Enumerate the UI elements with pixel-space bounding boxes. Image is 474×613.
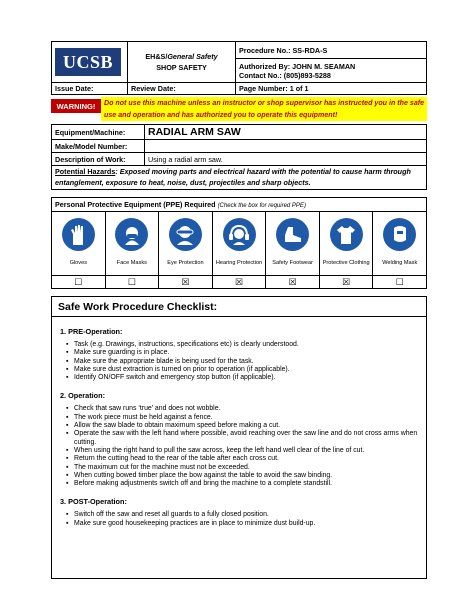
ppe-checkbox[interactable]: ☐: [106, 275, 159, 288]
list-item: ▪ The work piece must be held against a fence.: [66, 414, 426, 422]
list-item: ▪ Task (e.g. Drawings, instructions, specifications etc) is clearly understood.: [66, 341, 426, 349]
protective-clothing-icon: [330, 218, 363, 251]
dept-italic: General Safety: [167, 52, 218, 61]
list-item: ▪ Make sure the appropriate blade is being used for the task.: [66, 358, 426, 366]
ppe-label: Gloves: [69, 259, 87, 266]
ppe-item-hearing-protection: [213, 212, 267, 288]
ppe-item-welding-mask: [373, 212, 426, 288]
ppe-item-protective-clothing: [320, 212, 374, 288]
checklist-title: Safe Work Procedure Checklist:: [52, 297, 426, 317]
face-mask-icon: [115, 218, 148, 251]
ppe-title: Personal Protective Equipment (PPE) Required: [55, 200, 216, 209]
ppe-title-note: (Check the box for required PPE): [217, 203, 306, 209]
ppe-section: [51, 197, 427, 289]
ppe-label: Welding Mask: [382, 259, 418, 266]
dept-subtitle: SHOP SAFETY: [156, 63, 207, 72]
machine-label: Equipment/Machine:: [52, 125, 145, 140]
hearing-protection-icon: [223, 218, 256, 251]
list-item: ▪ Check that saw runs ‘true’ and does not wobble.: [66, 405, 426, 413]
issue-date: Issue Date:: [52, 83, 128, 95]
work-label: Description of Work:: [52, 153, 145, 166]
dept-prefix: EH&S/: [145, 52, 168, 61]
list-item: ▪ The maximum cut for the machine must not be exceeded.: [66, 464, 426, 472]
ppe-checkbox[interactable]: ☒: [159, 275, 212, 288]
ppe-checkbox[interactable]: ☒: [320, 275, 373, 288]
header-table: [51, 41, 427, 95]
department-cell: [128, 42, 236, 83]
ppe-item-gloves: [52, 212, 106, 288]
warning-text: Do not use this machine unless an instructor or shop supervisor has instructed you in the safe use and operation and has authorized you to operate this equipment!: [101, 97, 427, 121]
authorized-by: Authorized By: JOHN M. SEAMAN: [239, 61, 356, 71]
list-item: ▪ Make sure guarding is in place.: [66, 349, 426, 357]
list-item: ▪ Make sure dust extraction is turned on prior to operation (if applicable).: [66, 366, 426, 374]
list-item: ▪ When cutting bowed timber place the bow against the table to avoid the saw binding.: [66, 472, 426, 480]
section-heading-post-operation: 3. POST-Operation:: [60, 497, 127, 507]
section-heading-operation: 2. Operation:: [60, 391, 106, 401]
list-item: ▪ Identify ON/OFF switch and emergency stop button (if applicable).: [66, 374, 426, 382]
ppe-item-face-masks: [106, 212, 160, 288]
ppe-item-safety-footwear: [266, 212, 320, 288]
section-heading-pre-operation: 1. PRE-Operation:: [60, 327, 123, 336]
gloves-icon: [62, 218, 95, 251]
ppe-checkbox[interactable]: ☒: [213, 275, 266, 288]
ucsb-logo: UCSB: [55, 48, 121, 76]
checklist-section: [51, 296, 427, 579]
eye-protection-icon: [169, 218, 202, 251]
ppe-label: Eye Protection: [167, 259, 204, 266]
list-item: ▪ Before making adjustments switch off and bring the machine to a complete standstill.: [66, 480, 426, 488]
list-item: ▪ Switch off the saw and reset all guards to a fully closed position.: [66, 511, 426, 519]
warning-badge: WARNING!: [51, 99, 101, 113]
hazards-cell: [52, 166, 427, 190]
ppe-title-row: [52, 198, 426, 212]
list-item: ▪ Return the cutting head to the rear of the table after each cross cut.: [66, 455, 426, 463]
equipment-table: [51, 124, 427, 190]
ppe-label: Protective Clothing: [322, 259, 370, 266]
model-value: [145, 140, 427, 153]
ppe-label: Face Masks: [116, 259, 147, 266]
warning-row: [51, 97, 427, 121]
procedure-number: Procedure No.: SS-RDA-S: [236, 42, 427, 59]
contact-number: Contact No.: (805)893-5288: [239, 70, 331, 80]
authorization-cell: [236, 59, 427, 83]
model-label: Make/Model Number:: [52, 140, 145, 153]
ppe-label: Hearing Protection: [215, 259, 263, 266]
safety-footwear-icon: [276, 218, 309, 251]
hazards-text: : Exposed moving parts and electrical hazard with the potential to cause harm through entanglement, exposure to heat, noise, dust, projectiles and sharp objects.: [55, 167, 411, 187]
operation-list: [66, 405, 426, 488]
work-value: Using a radial arm saw.: [145, 153, 427, 166]
welding-mask-icon: [383, 218, 416, 251]
list-item: ▪ Operate the saw with the left hand where possible, avoid reaching over the saw line and do not cross arms when cutting.: [66, 430, 426, 447]
ppe-checkbox[interactable]: ☐: [373, 275, 426, 288]
ppe-checkbox[interactable]: ☐: [52, 275, 105, 288]
ppe-label: Safety Footwear: [272, 259, 313, 266]
list-item: ▪ When using the right hand to pull the saw across, keep the left hand well clear of the line of cut.: [66, 447, 426, 455]
ppe-checkbox[interactable]: ☒: [266, 275, 319, 288]
review-date: Review Date:: [128, 83, 236, 95]
post-operation-list: [66, 511, 426, 528]
logo-cell: [52, 42, 128, 83]
list-item: ▪ Allow the saw blade to obtain maximum speed before making a cut.: [66, 422, 426, 430]
page-number: Page Number: 1 of 1: [236, 83, 427, 95]
ppe-grid: [52, 212, 426, 288]
ppe-item-eye-protection: [159, 212, 213, 288]
list-item: ▪ Make sure good housekeeping practices are in place to minimize dust build-up.: [66, 520, 426, 528]
machine-value: RADIAL ARM SAW: [145, 125, 427, 140]
hazards-label: Potential Hazards: [55, 167, 116, 176]
pre-operation-list: [66, 341, 426, 382]
